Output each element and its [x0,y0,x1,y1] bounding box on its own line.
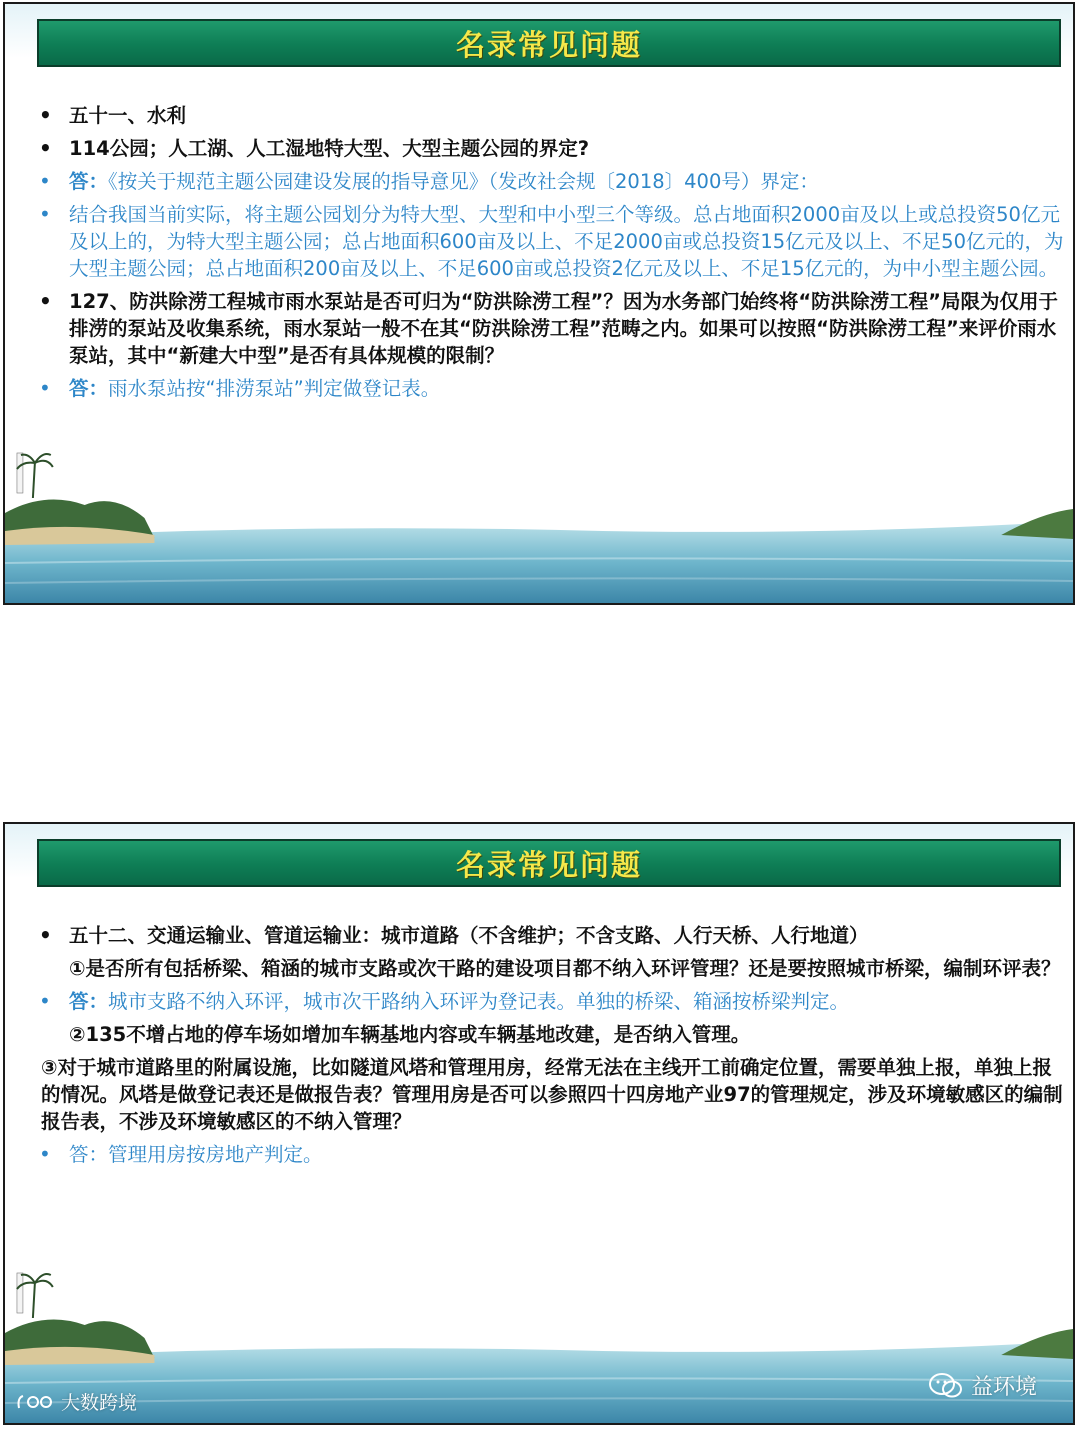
bullet-icon: • [39,136,52,160]
bullet-icon: • [39,923,52,947]
question-item [33,1021,1069,1048]
answer-item [33,168,1069,195]
answer-label: 答： [69,377,109,400]
answer-item [33,201,1069,282]
item-text: 127、防洪除涝工程城市雨水泵站是否可归为“防洪除涝工程”？因为水务部门始终将“防洪除涝工程”局限为仅用于排涝的泵站及收集系统，雨水泵站一般不在其“防洪除涝工程”范畴之内。如果可以按照“防洪除涝工程”来评价雨水泵站，其中“新建大中型”是否有具体规模的限制？ [69,290,1058,367]
bullet-item [33,102,1069,129]
answer-text: 《按关于规范主题公园建设发展的指导意见》（发改社会规〔2018〕400号）界定： [108,170,819,193]
bullet-icon: • [39,989,51,1013]
question-text: ②135不增占地的停车场如增加车辆基地内容或车辆基地改建，是否纳入管理。 [69,1023,751,1046]
answer-text: 答：管理用房按房地产判定。 [69,1143,323,1166]
item-text: 114公园；人工湖、人工湿地特大型、大型主题公园的界定? [69,137,590,160]
answer-label: 答： [69,990,109,1013]
bullet-item [33,922,1069,949]
bullet-icon: • [39,103,52,127]
question-item [33,1054,1069,1135]
slide-2 [3,822,1075,1425]
item-text: 五十二、交通运输业、管道运输业：城市道路（不含维护；不含支路、人行天桥、人行地道） [69,924,869,947]
bullet-icon: • [39,289,52,313]
seascape-illustration [5,443,1073,603]
slide-content [33,102,1069,408]
answer-item [33,375,1069,402]
wechat-brand-watermark [929,1370,1037,1401]
bullet-item [33,288,1069,369]
answer-item [33,1141,1069,1168]
seascape-illustration [5,1263,1073,1423]
brand-name: 益环境 [970,1375,1037,1400]
answer-text: 雨水泵站按“排涝泵站”判定做登记表。 [108,377,441,400]
slide-title: 名录常见问题 [455,27,642,62]
bullet-icon: • [39,376,51,400]
bullet-icon: • [39,1142,51,1166]
slide-content [33,922,1069,1174]
slide-1 [3,2,1075,605]
answer-item [33,988,1069,1015]
answer-text: 城市支路不纳入环评，城市次干路纳入环评为登记表。单独的桥梁、箱涵按桥梁判定。 [108,990,850,1013]
source-watermark [15,1388,137,1415]
bullet-icon: • [39,202,51,226]
answer-text: 结合我国当前实际，将主题公园划分为特大型、大型和中小型三个等级。总占地面积2000亩及以上或总投资50亿元及以上的，为特大型主题公园；总占地面积600亩及以上、不足2000亩或总投资15亿元及以上、不足50亿元的，为大型主题公园；总占地面积200亩及以上、不足600亩或总投资2亿元及以上、不足15亿元的，为中小型主题公园。 [69,203,1064,280]
item-text: 五十一、水利 [69,104,187,127]
question-item [33,955,1069,982]
answer-label: 答： [69,170,109,193]
question-text: ①是否所有包括桥梁、箱涵的城市支路或次干路的建设项目都不纳入环评管理？还是要按照城市桥梁，编制环评表？ [69,957,1061,980]
question-text: ③对于城市道路里的附属设施，比如隧道风塔和管理用房，经常无法在主线开工前确定位置，需要单独上报，单独上报的情况。风塔是做登记表还是做报告表？管理用房是否可以参照四十四房地产业97的管理规定，涉及环境敏感区的编制报告表，不涉及环境敏感区的不纳入管理？ [41,1056,1063,1133]
bullet-icon: • [39,169,51,193]
watermark-logo-icon [15,1392,55,1412]
watermark-text: 大数跨境 [61,1392,138,1414]
bullet-item [33,135,1069,162]
slide-title-bar [37,19,1061,67]
wechat-icon [929,1372,963,1400]
slide-title-bar [37,839,1061,887]
slide-title: 名录常见问题 [455,847,642,882]
